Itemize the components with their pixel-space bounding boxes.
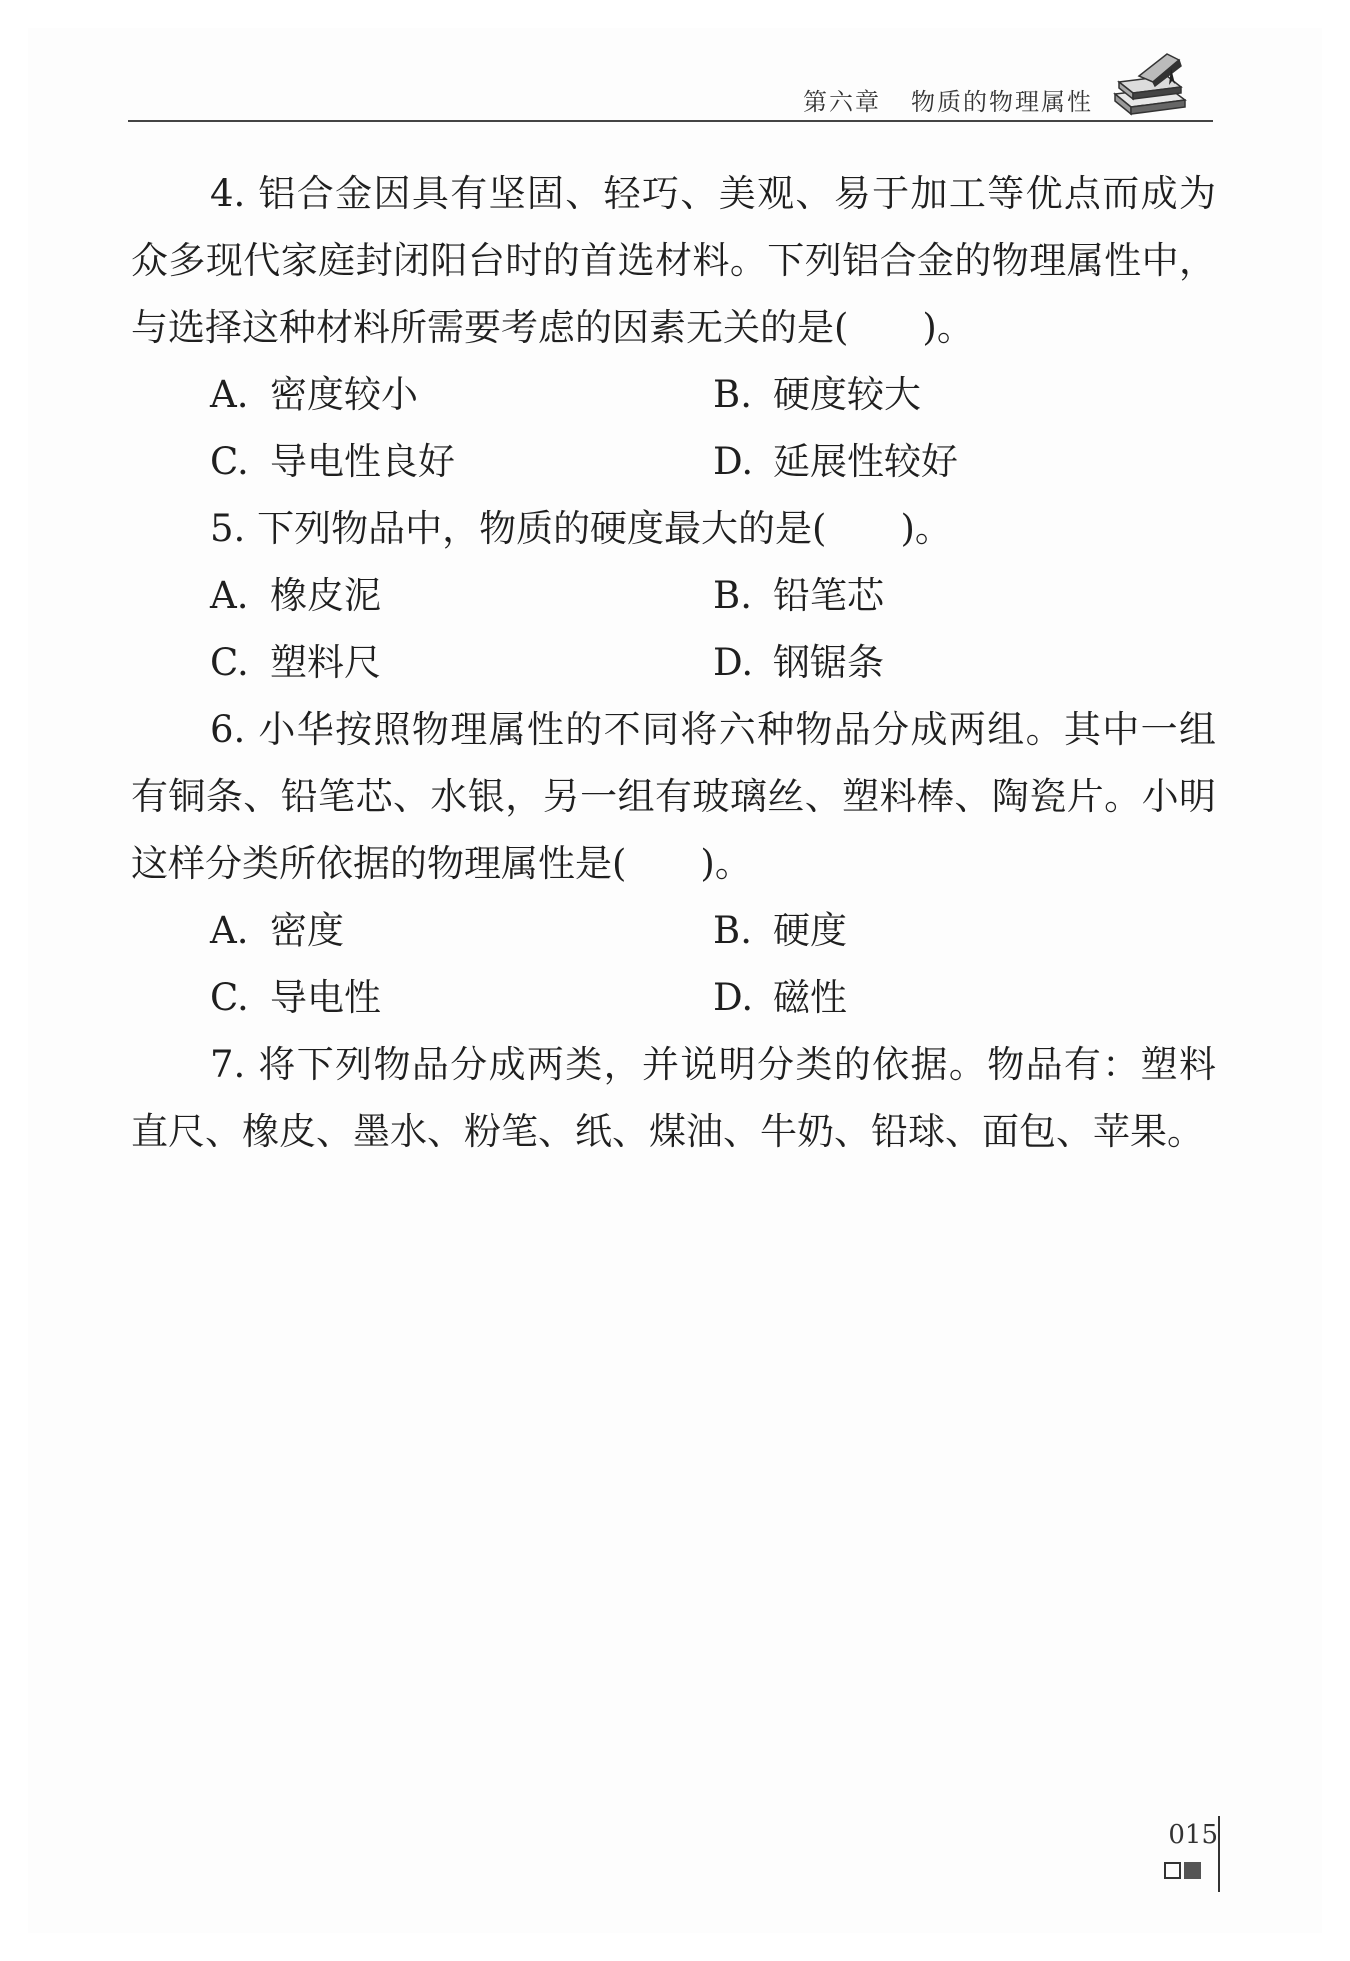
option-text: 硬度 [773,909,847,952]
empty-square-icon [1164,1862,1181,1879]
option-list [131,562,1216,696]
option-letter: C. [210,976,249,1019]
option-a [210,562,713,629]
option-text: 导电性良好 [270,440,455,483]
option-letter: B. [713,909,752,952]
question-list [131,160,1216,1165]
option-c [210,629,713,696]
filled-square-icon [1184,1862,1201,1879]
option-text: 橡皮泥 [270,574,381,617]
option-letter: D. [713,976,754,1019]
question-text: 6. 小华按照物理属性的不同将六种物品分成两组。其中一组有铜条、铅笔芯、水银，另一组有玻璃丝、塑料棒、陶瓷片。小明这样分类所依据的物理属性是( )。 [131,708,1216,885]
page-marks [1164,1862,1201,1879]
option-d [713,964,1216,1031]
option-letter: B. [713,574,752,617]
option-text: 塑料尺 [270,641,381,684]
option-d [713,629,1216,696]
option-text: 硬度较大 [773,373,921,416]
question-text: 4. 铝合金因具有坚固、轻巧、美观、易于加工等优点而成为众多现代家庭封闭阳台时的首选材料。下列铝合金的物理属性中，与选择这种材料所需要考虑的因素无关的是( )。 [131,172,1216,349]
option-letter: A. [210,909,249,952]
option-c [210,964,713,1031]
question-5 [131,495,1216,696]
option-b [713,562,1216,629]
option-letter: C. [210,641,249,684]
option-text: 延展性较好 [773,440,958,483]
option-letter: D. [713,641,754,684]
option-text: 导电性 [270,976,381,1019]
option-letter: B. [713,373,752,416]
page-number-rule [1218,1816,1220,1892]
option-text: 钢锯条 [773,641,884,684]
option-b [713,361,1216,428]
question-4 [131,160,1216,495]
question-7 [131,1031,1216,1165]
option-c [210,428,713,495]
option-letter: D. [713,440,754,483]
option-text: 磁性 [773,976,847,1019]
option-text: 铅笔芯 [773,574,884,617]
page-header [128,50,1213,122]
option-list [131,361,1216,495]
option-letter: A. [210,373,249,416]
option-a [210,897,713,964]
chapter-label: 第六章 [803,88,881,116]
option-a [210,361,713,428]
question-text: 7. 将下列物品分成两类，并说明分类的依据。物品有：塑料直尺、橡皮、墨水、粉笔、纸、煤油、牛奶、铅球、面包、苹果。 [131,1043,1216,1153]
question-text: 5. 下列物品中，物质的硬度最大的是( )。 [210,507,952,550]
page-number: 015 [1168,1820,1218,1850]
books-icon [1109,50,1191,120]
option-letter: A. [210,574,249,617]
header-rule [128,120,1213,122]
option-letter: C. [210,440,249,483]
running-head [803,82,1093,117]
chapter-title: 物质的物理属性 [911,88,1093,116]
option-b [713,897,1216,964]
option-d [713,428,1216,495]
option-text: 密度较小 [270,373,418,416]
question-6 [131,696,1216,1031]
option-text: 密度 [270,909,344,952]
option-list [131,897,1216,1031]
